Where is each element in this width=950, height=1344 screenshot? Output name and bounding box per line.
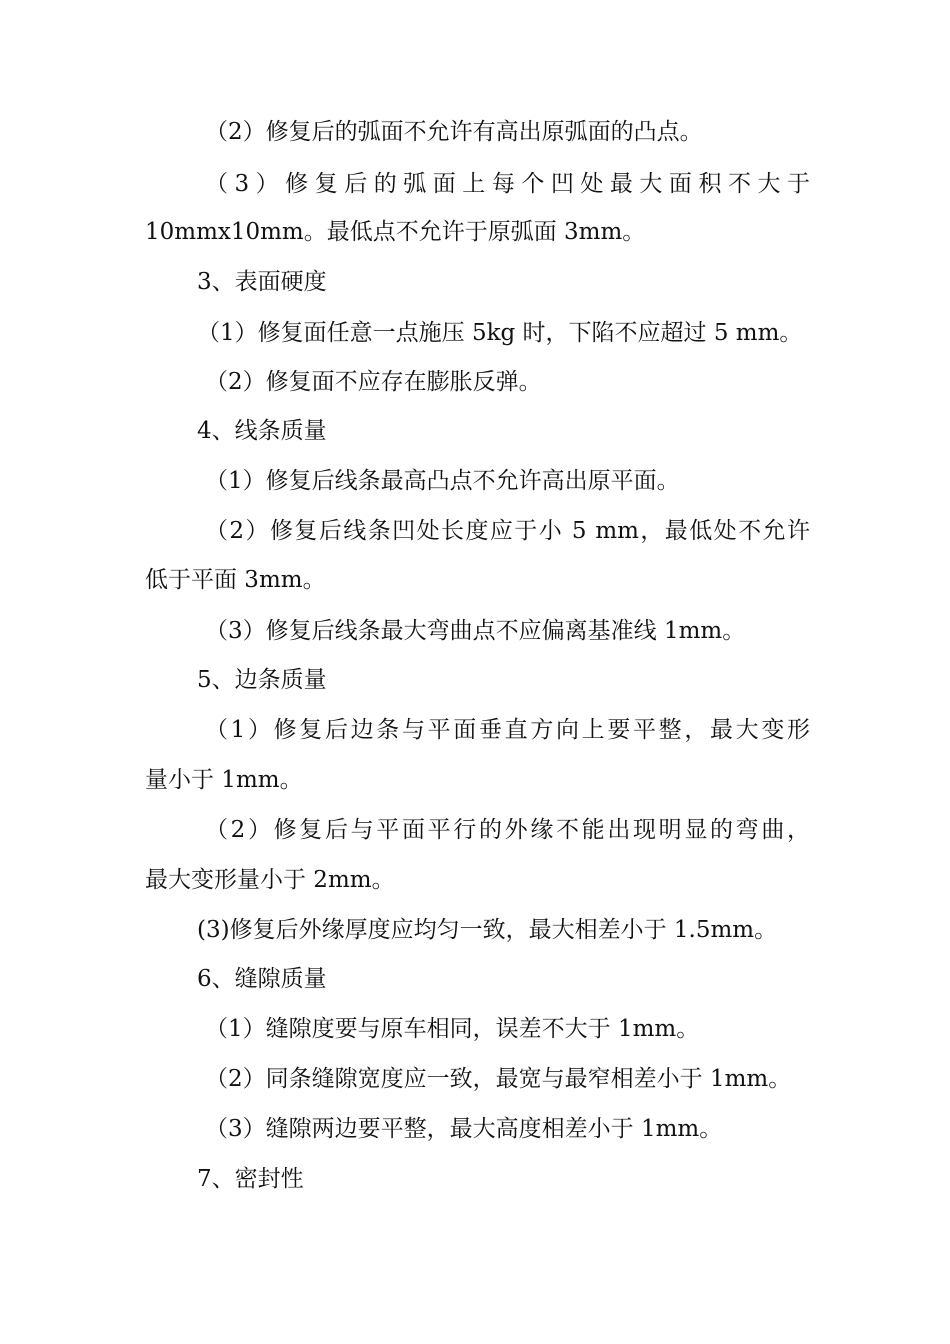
section-heading-3: 3、表面硬度 [197,269,327,295]
text-line-19: （1）缝隙度要与原车相同，误差不大于 1mm。 [205,1016,700,1042]
text-line-17: (3)修复后外缘厚度应均匀一致，最大相差小于 1.5mm。 [197,917,778,943]
section-heading-7: 7、密封性 [197,1166,304,1192]
section-heading-6: 6、缝隙质量 [197,966,327,992]
section-heading-5: 5、边条质量 [197,667,327,693]
section-heading-4: 4、线条质量 [197,418,327,444]
text-line-5: （1）修复面任意一点施压 5kg 时，下陷不应超过 5 mm。 [197,320,803,346]
text-line-20: （2）同条缝隙宽度应一致，最宽与最窄相差小于 1mm。 [205,1066,792,1092]
text-line-1: （2）修复后的弧面不允许有高出原弧面的凸点。 [205,119,703,145]
text-line-3: 10mmx10mm。最低点不允许于原弧面 3mm。 [145,219,646,245]
text-line-2: （3）修复后的弧面上每个凹处最大面积不大于 [205,171,810,197]
text-line-10: 低于平面 3mm。 [145,567,326,593]
text-line-15: （2）修复后与平面平行的外缘不能出现明显的弯曲， [205,817,810,843]
text-line-16: 最大变形量小于 2mm。 [145,867,395,893]
text-line-14: 量小于 1mm。 [145,767,303,793]
text-line-6: （2）修复面不应存在膨胀反弹。 [205,369,542,395]
text-line-21: （3）缝隙两边要平整，最大高度相差小于 1mm。 [205,1116,723,1142]
text-line-11: （3）修复后线条最大弯曲点不应偏离基准线 1mm。 [205,618,746,644]
text-line-8: （1）修复后线条最高凸点不允许高出原平面。 [205,468,680,494]
text-line-9: （2）修复后线条凹处长度应于小 5 mm，最低处不允许 [205,518,810,544]
text-line-13: （1）修复后边条与平面垂直方向上要平整，最大变形 [205,717,810,743]
